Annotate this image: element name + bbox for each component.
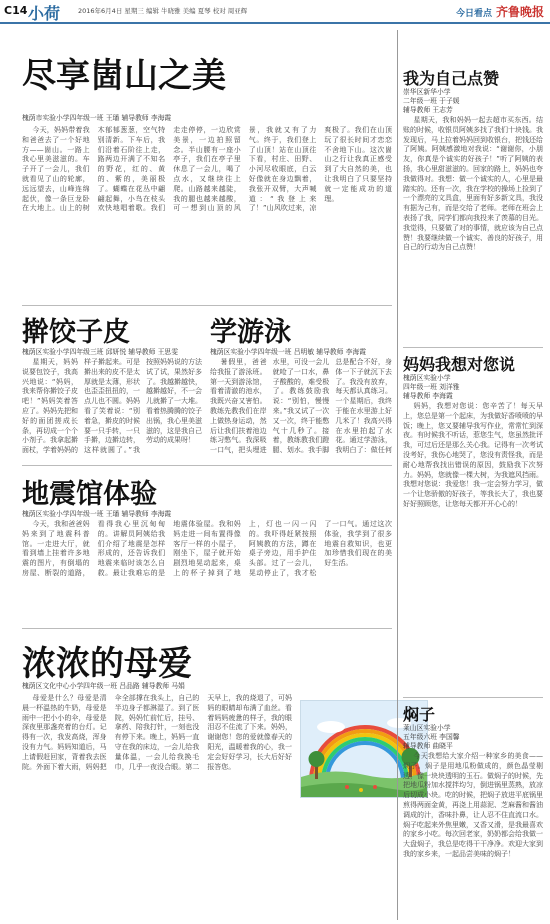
divider: [403, 347, 543, 348]
newspaper-logo: 齐鲁晚报: [495, 5, 544, 19]
article-body-5: [22, 694, 292, 920]
sidebar-byline-3c: 辅导教师 曲晓平: [403, 742, 453, 750]
sidebar-byline-1c: 辅导教师 王志芳: [403, 106, 453, 114]
article-byline-3: 槐荫区实验小学四年级一班 吕明敏 辅导教师 李海霞: [210, 348, 367, 356]
article-body-4: [22, 520, 392, 624]
section-title: 小荷: [28, 4, 61, 23]
sidebar-byline-2c: 辅导教师 李海霞: [403, 392, 453, 400]
masthead: [0, 0, 550, 24]
article-body-3: [210, 358, 392, 462]
sidebar-text-2: 妈妈，我想对您说：您辛苦了！每天早上，您总是第一个起床，为我做好香喷喷的早饭；晚上，您又要辅导我写作业，常常忙到深夜。有时候我不听话，惹您生气，您虽然批评我，可过后还是那么关心我。记得有一次考试没考好，我伤心地哭了，您没有责怪我，而是耐心地帮我找出错误的原因，鼓励我下次努力。妈妈，您就像一棵大树，为我遮风挡雨。我想对您说：我爱您！我一定会努力学习，做一个让您骄傲的好孩子，等我长大了，我也要好好照顾您，让您每天都开开心心的！: [403, 402, 543, 508]
sidebar-text-3: 今天我想给大家介绍一种家乡的美食——焖子。焖子是用地瓜粉做成的，颜色晶莹剔透，像一块块透明的玉石。做焖子的时候，先把地瓜粉加水搅拌均匀，倒进锅里蒸熟，放凉后切成小块。吃的时候，把焖子放进平底锅里煎得两面金黄，再浇上用蒜泥、芝麻酱和酱油调成的汁，香味扑鼻，让人忍不住直流口水。焖子吃起来外焦里嫩，又香又滑，是我最喜欢的家乡小吃。每次回老家，奶奶都会给我做一大盘焖子，我总是吃得干干净净。欢迎大家到我的家乡来，一起品尝美味的焖子！: [403, 752, 543, 858]
divider: [22, 465, 392, 466]
sidebar-text-1: 星期天，我和妈妈一起去超市买东西。结账的时候，收银员阿姨多找了我们十块钱。我发现后，马上拉着妈妈回到收银台，把钱还给了阿姨。阿姨感激地对我说：“谢谢你，小朋友，你真是个诚实的好孩子！”听了阿姨的表扬，我心里甜滋滋的。回家的路上，妈妈也夸我做得对。我想：做一个诚实的人，心里是最踏实的。还有一次，我在学校的操场上捡到了一个漂亮的文具盒，里面有好多新文具，我没有据为己有，而是交给了老师。老师在班会上表扬了我，同学们都向我投来了羡慕的目光。我觉得，只要做了对的事情，就应该为自己点赞！我要继续做一个诚实、善良的好孩子，用自己的行动为自己点赞！: [403, 116, 543, 252]
sidebar-body-1: [403, 116, 543, 342]
article-text-5: 母爱是什么？母爱是清晨一杯温热的牛奶，母爱是雨中一把小小的伞，母爱是深夜里那盏亮着的台灯。记得有一次，我发高烧，浑身没有力气。妈妈知道后，马上请假赶回家，背着我去医院。外面下着大雨，妈妈把伞全部撑在我头上，自己的半边身子都淋湿了。到了医院，妈妈忙前忙后，挂号、拿药、陪我打针，一刻也没有停下来。晚上，妈妈一直守在我的床边，一会儿给我量体温，一会儿给我换毛巾，几乎一夜没合眼。第二天早上，我的烧退了，可妈妈的眼睛却布满了血丝。看着妈妈疲惫的样子，我的眼泪忍不住流了下来。妈妈，谢谢您！您的爱就像春天的阳光，温暖着我的心，我一定会好好学习，长大后好好报答您。: [22, 694, 292, 771]
article-byline-2: 槐荫区实验小学四年级三班 邱妍悦 辅导教师 王思雯: [22, 348, 179, 356]
page-number: C14: [4, 4, 28, 17]
article-text-1: 今天，妈妈带着我和爸爸去了一个好地方——崮山。一路上我心里美滋滋的。车子开了一会儿，我们就看见了山的轮廓，远远望去，山峰连绵起伏，像一条巨龙卧在大地上。山上的树木郁郁葱葱，空气特别清新。下车后，我们沿着石阶往上走，路两边开满了不知名的野花，红的、黄的、紫的，美丽极了。蝴蝶在花丛中翩翩起舞，小鸟在枝头欢快地唱着歌。我们走走停停，一边欣赏美景，一边拍照留念。半山腰有一座小亭子，我们在亭子里休息了一会儿，喝了点水，又继续往上爬。山路越来越陡，我的腿也越来越酸，可一想到山顶的风景，我就又有了力气。终于，我们登上了山顶！站在山顶往下看，村庄、田野、小河尽收眼底，白云好像就在身边飘着，我张开双臂，大声喊道：“我登上来了！”山风吹过来，凉爽极了。我们在山顶玩了很长时间才恋恋不舍地下山。这次崮山之行让我真正感受到了大自然的美，也让我明白了只要坚持就一定能成功的道理。: [22, 126, 392, 213]
sidebar-title-1: 我为自己点赞: [403, 69, 500, 88]
divider: [22, 305, 392, 306]
article-title-1: 尽享崮山之美: [22, 56, 226, 96]
sidebar-title-2: 妈妈我想对您说: [403, 355, 516, 374]
article-text-4: 今天，我和爸爸妈妈来到了地震科普馆。一走进大厅，就看到墙上挂着许多地震的图片，有倒塌的房屋、断裂的道路，看得我心里沉甸甸的。讲解员阿姨给我们介绍了地震是怎样形成的，还告诉我们地震来临时该怎么自救。最让我难忘的是地震体验屋。我和妈妈走进一间布置得像客厅一样的小屋子，刚坐下，屋子就开始剧烈地晃动起来，桌上的杯子掉到了地上，灯也一闪一闪的。我吓得赶紧按照阿姨教的方法，蹲在桌子旁边，用手护住头部。过了一会儿，晃动停止了，我才松了一口气。通过这次体验，我学到了很多地震自救知识，也更加珍惜我们现在的美好生活。: [22, 520, 392, 577]
article-body-2: [22, 358, 202, 462]
divider: [22, 628, 392, 629]
article-text-2: 星期天，妈妈说要包饺子，我高兴地说：“妈妈，我来帮你擀饺子皮吧！”妈妈笑着答应了。妈妈先把和好的面团搓成长条，再切成一个个小剂子。我拿起擀面杖，学着妈妈的样子擀起来。可是擀出来的皮不是太厚就是太薄，形状也歪歪扭扭的，一点儿也不圆。妈妈看了笑着说：“别着急，擀皮的时候要一只手转，一只手擀，边擀边转，这样就圆了。”我按照妈妈说的方法试了试，果然好多了。我越擀越快，越擀越好，不一会儿就擀了一大堆。看着热腾腾的饺子出锅，我心里美滋滋的，这是我自己劳动的成果呀！: [22, 358, 202, 455]
sidebar-byline-2b: 四年级一班 刘洋雅: [403, 383, 460, 391]
brand: [456, 3, 544, 20]
divider: [403, 697, 543, 698]
article-text-3: 暑假里，爸爸给我报了游泳班。第一天到游泳馆，看着清澈的池水，我既兴奋又害怕。教练先教我们在岸上做热身运动，然后让我们扶着池边练习憋气。我深吸一口气，把头埋进水里，可没一会儿就呛了一口水，鼻子酸酸的，难受极了。教练鼓励我说：“别怕，慢慢来。”我又试了一次又一次，终于能憋气十几秒了。接着，教练教我们蹬腿、划水。我手脚总是配合不好，身体一下子就沉下去了。我没有放弃，每天都认真练习。一个星期后，我终于能在水里游上好几米了！我高兴得在水里拍起了水花。通过学游泳，我明白了：做任何: [210, 358, 392, 455]
sidebar-body-3: [403, 752, 543, 920]
article-title-5: 浓浓的母爱: [22, 644, 192, 684]
brand-prefix: 今日看点: [455, 9, 492, 19]
article-title-2: 擀饺子皮: [22, 317, 130, 348]
sidebar-byline-3a: 莱山区实验小学: [403, 724, 451, 732]
dateline: 2016年6月4日 星期三 编辑 牛晓雅 美编 夏琴 校对 周亚辉: [78, 7, 248, 15]
article-body-1: [22, 126, 392, 302]
sidebar-title-3: 焖子: [403, 705, 436, 724]
article-title-3: 学游泳: [210, 317, 291, 348]
article-byline-1: 槐荫市实验小学四年级一班 王璠 辅导教师 李海霞: [22, 114, 172, 122]
sidebar-byline-2a: 槐荫区实验小学: [403, 374, 451, 382]
article-title-4: 地震馆体验: [22, 479, 157, 510]
sidebar-byline-1a: 崇华区新华小学: [403, 88, 451, 96]
sidebar-byline-3b: 五年级六班 李国馨: [403, 733, 460, 741]
article-byline-5: 槐荫区文化中心小学四年级一班 吕品路 辅导教师 马娟: [22, 682, 185, 690]
article-byline-4: 槐荫区实验小学四年级一班 王璠 辅导教师 李海霞: [22, 510, 172, 518]
column-divider: [397, 30, 398, 920]
sidebar-byline-1b: 二年级一班 于子媛: [403, 97, 460, 105]
sidebar-body-2: [403, 402, 543, 692]
